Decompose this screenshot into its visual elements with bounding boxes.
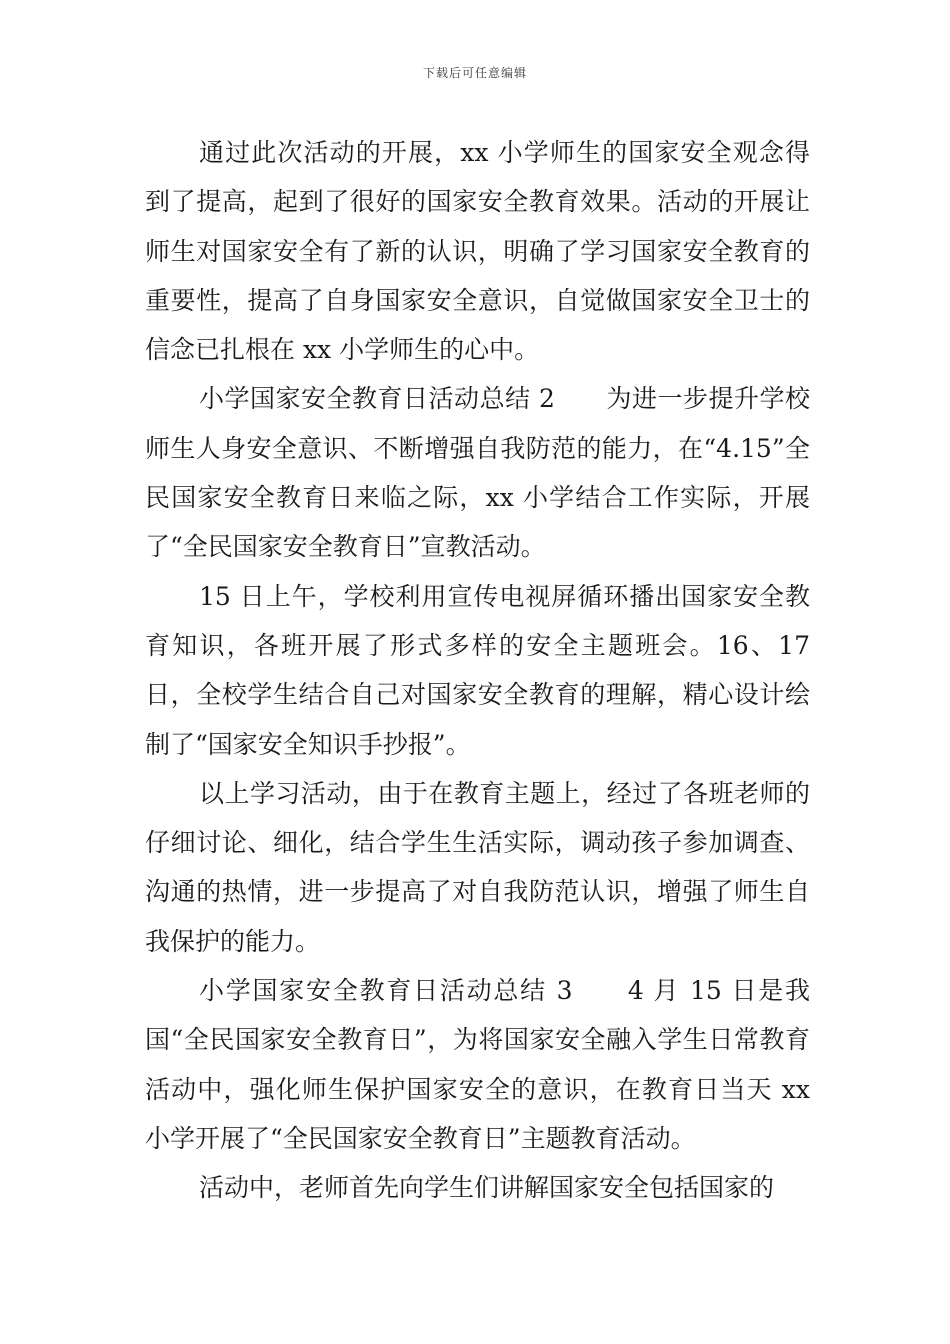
paragraph-2: 小学国家安全教育日活动总结 2 为进一步提升学校师生人身安全意识、不断增强自我防范的能力，在“4.15”全民国家安全教育日来临之际，xx 小学结合工作实际，开展了“全民国家安全教育日”宣教活动。 xyxy=(145,384,810,562)
paragraph-5: 小学国家安全教育日活动总结 3 4 月 15 日是我国“全民国家安全教育日”，为将国家安全融入学生日常教育活动中，强化师生保护国家安全的意识，在教育日当天 xx 小学开展了“全民国家安全教育日”主题教育活动。 xyxy=(145,976,810,1153)
document-body xyxy=(145,128,810,1213)
paragraph-1: 通过此次活动的开展，xx 小学师生的国家安全观念得到了提高，起到了很好的国家安全教育效果。活动的开展让师生对国家安全有了新的认识，明确了学习国家安全教育的重要性，提高了自身国家安全意识，自觉做国家安全卫士的信念已扎根在 xx 小学师生的心中。 xyxy=(145,138,810,365)
paragraph-3: 15 日上午，学校利用宣传电视屏循环播出国家安全教育知识，各班开展了形式多样的安全主题班会。16、17 日，全校学生结合自己对国家安全教育的理解，精心设计绘制了“国家安全知识手抄报”。 xyxy=(145,581,810,759)
paragraph-6: 活动中，老师首先向学生们讲解国家安全包括国家的 xyxy=(199,1173,775,1203)
page-header: 下载后可任意编辑 xyxy=(422,66,527,80)
paragraph-4: 以上学习活动，由于在教育主题上，经过了各班老师的仔细讨论、细化，结合学生生活实际，调动孩子参加调查、沟通的热情，进一步提高了对自我防范认识，增强了师生自我保护的能力。 xyxy=(145,778,810,956)
